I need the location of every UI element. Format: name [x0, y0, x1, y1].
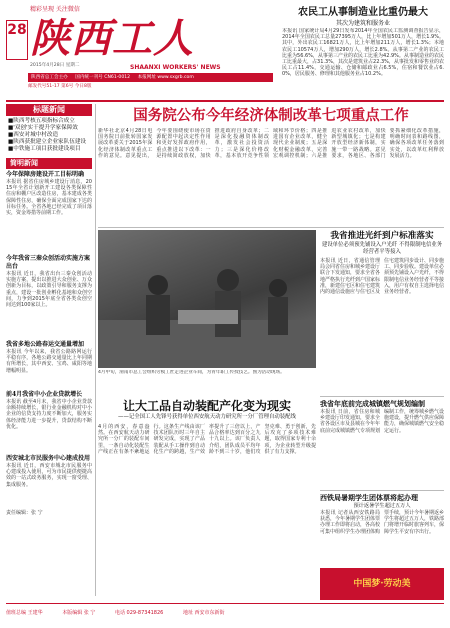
brief-item: [6, 455, 92, 507]
bottom-right-body: 本报讯 记者从西安铁路局获悉，今年暑期学生团体票办理工作即将启动，各高校可集中组织学生办理团体购票手续，预计今年暑期返乡学生将超过五万人，铁路部门将增开临时旅客列车，保障学生平安有序出行。: [320, 510, 444, 535]
brief-body: 本报讯 截至4月末，我省中小企业贷款余额持续增长，银行业金融机构对中小企业的信贷支持力度不断加大，服务实体经济能力进一步提升，贷款结构不断优化。: [6, 399, 92, 430]
index-list: [6, 116, 92, 155]
masthead-divider: [6, 100, 444, 102]
index-title: 标题新闻: [33, 105, 65, 114]
left-column: [6, 104, 92, 599]
brief-head: 前4月我省中小企业贷款增长: [6, 391, 83, 398]
bottom-right-subhead: 预计返暑学生超过五万人: [353, 503, 411, 509]
nav-sub: [28, 83, 273, 91]
brief-body: 本报讯 近日，我省出台三秦众创活动实施方案，提出以推进大众创业、万众创新为目标，以政策引导和服务支撑为重点，建设一批创业孵化基地和众创空间，力争到2015年底全省各类众创空间达到100家以上。: [6, 271, 92, 309]
nav-item-site: 本报网址 www.sxgrb.com: [137, 75, 194, 80]
brief-body: 本报讯 今年以来，我省公路路网运行平稳有序，各地公路交通量比上年同期有所增长，其中西安、宝鸡、咸阳等地增幅明显。: [6, 349, 92, 374]
index-item[interactable]: ■西安对城中村改造: [8, 132, 59, 138]
feature-subhead: ——记全国工人先锋号获得单位西安航天动力研究所一分厂管理自动装配线: [118, 414, 296, 420]
main-headline: 国务院公布今年经济体制改革七项重点工作: [133, 107, 409, 124]
right-story-body: 本报讯 近日，省通信管理局会同省住房和城乡建设厅联合下发通知，要求全省各地严格执行光纤到户国家标准，新建住宅区和住宅建筑内的通信设施应与住宅区及住宅建筑同步设计、同步施工、同步验收。建设单位必须预先铺设入户光纤，不得限制电信业务经营者平等接入，用户有权自主选择电信业务经营者。: [320, 258, 444, 296]
newspaper-name: 陕西工人: [30, 16, 194, 62]
brief-title: 简明新闻: [10, 159, 38, 167]
index-item[interactable]: ■陕西获批建立企业家队伍建设: [8, 139, 87, 145]
feature-headline: 让大工品自动装配产化变为现实: [122, 399, 291, 413]
photo-caption: [98, 370, 316, 396]
masthead-top-tag: [30, 4, 180, 16]
nav-sub-text: 邮发代号51-17 第6号 今日8版: [28, 84, 92, 89]
top-tag-text: 精彩呈现 关注微信: [30, 6, 80, 13]
brief-title-box: [6, 158, 92, 169]
column-rule: [95, 104, 96, 596]
section-rule: [98, 227, 444, 228]
nav-item-sponsor: 陕西省总工会主办: [31, 75, 68, 80]
footer-item: 本版编辑 张 宁: [62, 610, 96, 616]
right-story-2: [320, 399, 444, 487]
feature-story: [98, 398, 316, 600]
masthead-title: [30, 16, 210, 62]
brief-item: [6, 171, 92, 253]
photo-figures: [98, 230, 316, 368]
brief-head: 我省多地公路春运交通量增加: [6, 341, 85, 348]
right-story: [320, 230, 444, 394]
right-rule: [320, 396, 444, 397]
footer: [6, 606, 444, 620]
main-body: [98, 128, 444, 224]
right-rule-2: [320, 490, 444, 491]
date-day: 28: [7, 22, 27, 38]
brief-head: 西安城北市民服务中心建成投用: [6, 455, 91, 462]
brief-item: [6, 391, 92, 453]
right-story-2-headline: 我省年底前完成城镇燃气规划编制: [320, 399, 425, 408]
brief-head: 今年我省三秦众创活动实施方案出台: [6, 255, 91, 270]
top-right-body: 本报讯 国家统计局4月29日发布2014年全国农民工监测调查报告显示，2014年全国农民工总量27395万人，比上年增加501万人，增长1.9%。其中，外出农民工16821万人，比上年增加211万人，增长1.3%；本地农民工10574万人，增加290万人，增长2.8%。从事第二产业的农民工比重为56.6%，从事第三产业的农民工比重为42.9%。从事制造业的农民工比重最大，占31.3%，其次是建筑业占22.3%，从事批发和零售业的农民工占11.4%，交通运输、仓储和邮政业占6.5%，住宿和餐饮业占6.0%，居民服务、修理和其他服务业占10.2%。: [282, 28, 444, 78]
title-en: SHAANXI WORKERS' NEWS: [130, 64, 221, 71]
ad-box: [320, 568, 444, 600]
right-story-subhead: 建设单位必须预先铺设入户光纤 不得限制电信业务经营者平等接入: [321, 242, 443, 255]
feature-body: 4月的西安，春意盎然。在西安航天动力研究所一分厂的装配车间里，一条自动化装配生产线正在有条不紊地运行。这条生产线由该厂技术团队历时三年自主研发完成，实现了产品装配从手工操作到自动化生产的跨越，生产效率提升了三倍以上，产品合格率达到百分之九十九以上。该厂负责人介绍，团队成员平均年龄不到三十岁，他们攻坚克难、勇于创新，先后攻克了多项技术难题，取得国家专利十余项，为企业转型升级提供了有力支撑。: [98, 424, 316, 455]
index-title-box: [6, 104, 92, 116]
top-right-story: [282, 6, 444, 98]
masthead-en: [130, 64, 270, 72]
brief-head: 今年保障房建设开工目标明确: [6, 171, 85, 178]
date-box: [6, 20, 28, 60]
main-body-text: 新华社北京4月28日电 国务院日前批转国家发展改革委关于2015年深化经济体制改革重点工作的意见。意见提出，今年要围绕使市场在资源配置中起决定性作用和更好发挥政府作用，重点推进以下改革：一是持续简政放权，加快推进政府自身改革；二是深化投融资体制改革，激发社会投资活力；三是深化价格改革，基本放开竞争性领域和环节价格；四是推进国有企业改革，健全现代企业制度；五是深化财税金融改革，完善宏观调控机制；六是推进农业农村改革，加快新型城镇化；七是构建开放型经济新体制，实施一带一路战略。意见要求，各地区、各部门要抓紧细化改革措施，明确时间表和路线图，确保各项改革任务落到实处，以改革红利释放发展活力。: [98, 128, 444, 159]
editor-line: 责任编辑：张 宁: [6, 510, 43, 516]
nav-bar: [28, 73, 273, 82]
footer-item: 电话 029-87341826: [114, 610, 164, 616]
bottom-right-headline: 西铁局暑期学生团体票将起办理: [320, 493, 418, 502]
date-info: [30, 62, 125, 70]
right-story-2-body: 本报讯 日前，省住房和城乡建设厅印发通知，要求全省各设区市及县城在今年年底前完成城镇燃气专项规划编制工作，统筹城乡燃气设施建设，提升燃气供应保障能力，确保城镇燃气安全稳定运行。: [320, 409, 444, 434]
brief-item: [6, 255, 92, 339]
brief-item: [6, 341, 92, 389]
main-photo: [98, 230, 316, 368]
date-info-text: 2015年4月28日 星期二: [30, 63, 80, 68]
photo-caption-text: 4月中旬，渭南市总工会组织劳模工匠走进企业车间，为青年职工传授技艺。图为活动现场。: [98, 370, 285, 375]
footer-rule: [6, 603, 444, 604]
index-item[interactable]: ■'双创'实干提升学家保障效: [8, 125, 78, 131]
index-item[interactable]: ■陕西考核五项指标合成立: [8, 118, 75, 124]
ad-text: 中国梦·劳动美: [353, 579, 411, 589]
bottom-right-story: [320, 493, 444, 567]
top-right-subhead: 其次为建筑和服务业: [335, 20, 390, 27]
right-story-headline: 我省推进光纤到户标准落实: [330, 231, 434, 241]
top-right-headline: 农民工从事制造业比重仍最大: [298, 7, 428, 18]
footer-item: 地址 西安市东新街: [182, 610, 225, 616]
footer-item: 值班总编 王建华: [6, 610, 43, 616]
brief-body: 本报讯 据省住房城乡建设厅消息，2015年全省计划新开工建设各类保障性住房和棚户区改造住房，基本建成各类保障性住房，确保全面完成国家下达的目标任务。全省各地已经完成了项目落实，资金筹措等前期工作。: [6, 179, 92, 217]
nav-item-cn: 国内统一刊号 CN61-0012: [75, 75, 131, 80]
brief-body: 本报讯 近日，西安市城北市民服务中心建成投入使用，可为市民提供便捷高效的一站式政务服务，实现一窗受理、集成服务。: [6, 463, 92, 488]
index-item[interactable]: ■中铁施工项目获批建设项目: [8, 146, 81, 152]
